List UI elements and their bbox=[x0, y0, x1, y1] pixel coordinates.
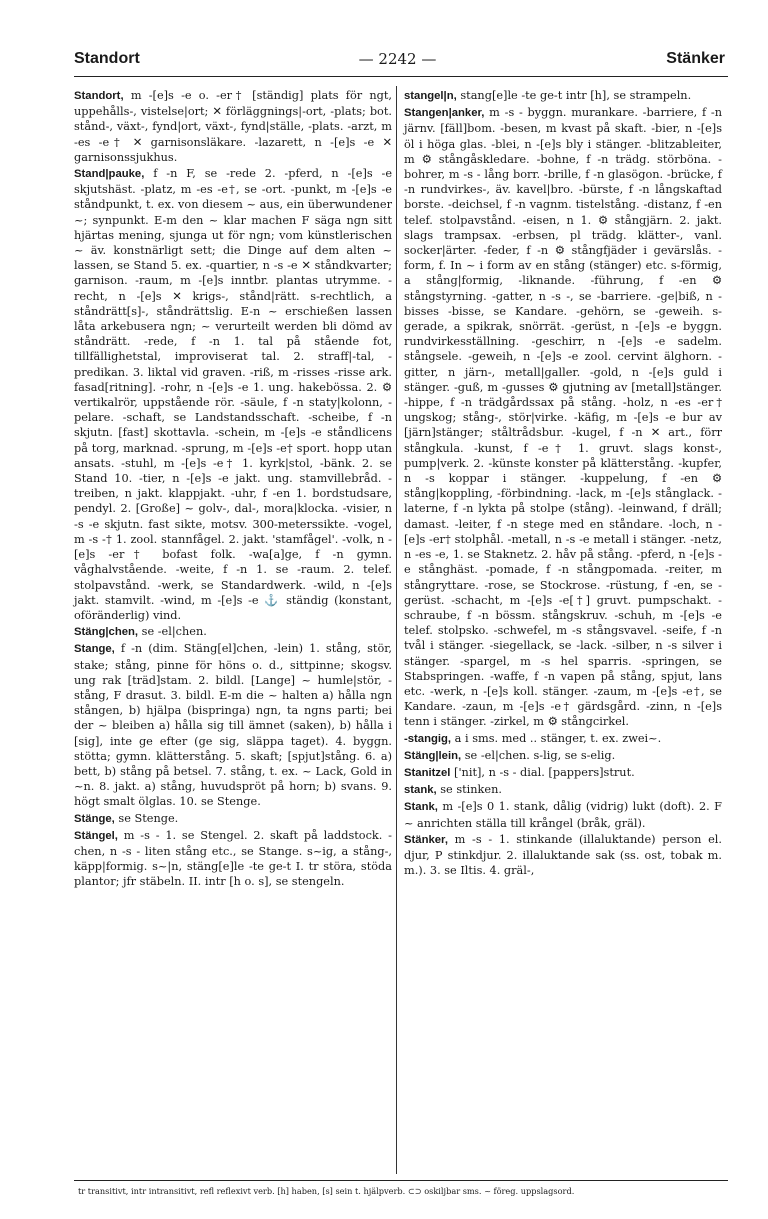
entry-definition: m -s - 1. se Stengel. 2. skaft på laddstock. -chen, n -s - liten stång etc., se Stange. s~ig, a stång-, käpp|formig. s~|n, stäng[e]le -te ge-t I. tr störa, stöda plantor; jfr stäbeln. II. intr [h o. s], se stengeln. bbox=[74, 828, 392, 889]
entry-headword: Stanitzel bbox=[404, 766, 451, 779]
entry-definition: stang[e]le -te ge-t intr [h], se strampeln. bbox=[460, 89, 692, 102]
entry-headword: -stangig, bbox=[404, 732, 452, 745]
entry-headword: Standort, bbox=[74, 90, 124, 102]
entry-definition: a i sms. med .. stänger, t. ex. zwei~. bbox=[454, 731, 662, 745]
entry-definition: se stinken. bbox=[440, 783, 502, 797]
dictionary-entry bbox=[74, 811, 392, 827]
header-first-word: Standort bbox=[74, 50, 140, 67]
dictionary-entry bbox=[404, 731, 722, 747]
entry-headword: Stäng|lein, bbox=[404, 749, 462, 762]
dictionary-entry bbox=[404, 105, 722, 729]
entry-headword: Stange, bbox=[74, 643, 115, 656]
dictionary-entry bbox=[404, 765, 722, 781]
dictionary-entry bbox=[74, 88, 392, 165]
entry-definition: se -el|chen. bbox=[141, 625, 207, 639]
dictionary-entry bbox=[74, 624, 392, 640]
page-number: — 2242 — bbox=[358, 50, 437, 68]
dictionary-entry bbox=[404, 799, 722, 830]
column-divider bbox=[396, 86, 397, 1174]
entry-definition: ['nit], n -s - dial. [pappers]strut. bbox=[454, 765, 635, 779]
dictionary-entry bbox=[404, 832, 722, 879]
entry-headword: Stank, bbox=[404, 801, 438, 814]
dictionary-entry bbox=[74, 166, 392, 623]
entry-headword: Stänker, bbox=[404, 833, 448, 846]
entry-definition: m -[e]s 0 1. stank, dålig (vidrig) lukt (doft). 2. F ~ anrichten ställa till krångel (bråk, gräl). bbox=[404, 800, 722, 830]
abbreviation-legend: tr transitivt, intr intransitivt, refl reflexivt verb. [h] haben, [s] sein t. hjälpverb. ⊂⊃ oskiljbar sms. ~ föreg. uppslagsord. bbox=[78, 1186, 575, 1196]
entry-headword: stank, bbox=[404, 784, 437, 797]
entry-definition: se Stenge. bbox=[118, 811, 179, 825]
entry-definition: f -n F, se -rede 2. -pferd, n -[e]s -e skjutshäst. -platz, m -es -e†, se -ort. -punkt, m -[e]s -e ståndpunkt, t. ex. von diesem ~ aus, ein überwundener ~; synpunkt. E-m den ~ klar machen F säga ngn sitt hjärtas mening, sjunga ut för ngn; vom künstlerischen ~ äv. konstnärligt sett; die Dinge auf dem alten ~ lassen, se Stand 5. ex. -quartier, n -s -e ✕ ståndkvarter; garnison. -raum, m -[e]s inntbr. plantas utrymme. -recht, n -[e]s ✕ krigs-, stånd|rätt. s-rechtlich, a ståndrätt[s]-, ståndrättslig. E-n ~ erschießen lassen låta arkebusera ngn; ~ verurteilt werden bli dömd av ståndrätt. -rede, f -n 1. tal på stående fot, tillfällighetstal, improviserat tal. 2. straff|-tal, -predikan. 3. liktal vid graven. -riß, m -risses -risse ark. fasad[ritning]. -rohr, n -[e]s -e 1. ung. hakebössa. 2. ⚙ vertikalrör, uppstående rör. -säule, f -n staty|kolonn, -pelare. -schaft, se Landstandsschaft. -scheibe, f -n skjutn. [fast] skottavla. -schein, m -[e]s -e ståndlicens på torg, marknad. -sprung, m -[e]s -e† sport. hopp utan ansats. -stuhl, m -[e]s -e† 1. kyrk|stol, -bänk. 2. se Stand 10. -tier, n -[e]s -e jakt. ung. stamvillebråd. -treiben, n jakt. klappjakt. -uhr, f -en 1. bordstudsare, pendyl. 2. [Große] ~ golv-, dal-, mora|klocka. -visier, n -s -e skjutn. fast sikte, motsv. 300-meterssikte. -vogel, m -s -† 1. zool. stannfågel. 2. jakt. 'stamfågel'. -volk, n -[e]s -er† bofast folk. -wa[a]ge, f -n gymn. våghalvstående. -weite, f -n 1. se -raum. 2. telef. stolpavstånd. -werk, se Standardwerk. -wild, n -[e]s jakt. stamvilt. -wind, m -[e]s -e ⚓ ständig (konstant, oföränderlig) vind. bbox=[74, 167, 393, 622]
dictionary-entry bbox=[404, 88, 722, 104]
entry-definition: f -n (dim. Stäng[el]chen, -lein) 1. stång, stör, stake; stång, pinne för höns o. d., sittpinne; skogsv. ung rak [träd]stam. 2. bildl. [Lange] ~ humle|stör, -stång, F drasut. 3. bildl. E-m die ~ halten a) hålla ngn stången, b) hjälpa (bispringa) ngn, ta ngns parti; bei der ~ bleiben a) hålla sig till ämnet (saken), b) hålla i [sig], inte ge efter (ge sig, släppa taget). 4. byggn. stötta; gymn. klätterstång. 5. skaft; [spjut]stång. 6. a) bett, b) stång på betsel. 7. stång, t. ex. ~ Lack, Gold in ~n. 8. jakt. a) stång, huvudspröt på horn; b) svans. 9. högt smalt ölglas. 10. se Stenge. bbox=[74, 642, 392, 809]
entry-headword: stangel|n, bbox=[404, 90, 457, 102]
dictionary-entry bbox=[74, 828, 392, 890]
dictionary-entry bbox=[74, 641, 392, 809]
entry-headword: Stand|pauke, bbox=[74, 168, 145, 181]
footer-rule bbox=[74, 1180, 728, 1181]
header-rule bbox=[74, 76, 728, 77]
dictionary-entry bbox=[404, 782, 722, 798]
entry-headword: Stängel, bbox=[74, 829, 118, 842]
entry-definition: m -s - byggn. murankare. -barriere, f -n järnv. [fäll]bom. -besen, m kvast på skaft. -bier, n -[e]s öl i höga glas. -blei, n -[e]s bly i stänger. -blitzableiter, m ⚙ stångåskledare. -bohne, f -n trädg. störböna. -bohrer, m -s - lång borr. -brille, f -n glasögon. -brücke, f -n rundvirkes-, äv. kavel|bro. -bürste, f -n långskaftad borste. -deichsel, f -n vagnm. tistelstång. -distanz, f -en telef. stolpavstånd. -eisen, n 1. ⚙ stångjärn. 2. jakt. slags trampsax. -erbsen, pl trädg. klätter-, vanl. socker|ärter. -feder, f -n ⚙ stångfjäder i gevärslås. -form, f. In ~ i form av en stång (stänger) etc. s-förmig, a stång|formig, -liknande. -führung, f -en ⚙ stångstyrning. -gatter, n -s -, se -barriere. -ge|biß, n -bisses -bisse, se Kandare. -gehörn, se -geweih. s-gerade, a spikrak, snörrät. -gerüst, n -[e]s -e byggn. rundvirkesställning. -geschirr, n -[e]s -e sadelm. stångsele. -geweih, n -[e]s -e zool. cervint älghorn. -gitter, n järn-, metall|galler. -gold, n -[e]s guld i stänger. -guß, m -gusses ⚙ gjutning av [metall]stänger. -hippe, f -n trädgårdssax på stång. -holz, n -es -er† ungskog; stång-, stör|virke. -käfig, m -[e]s -e bur av [järn]stänger; ståltrådsbur. -kugel, f -n ✕ art., förr stångkula. -kunst, f -e† 1. gruvt. slags konst-, pump|verk. 2. -künste konster på klätterstång. -kupfer, n -s koppar i stänger. -kuppelung, f -en ⚙ stång|koppling, -förbindning. -lack, m -[e]s stånglack. -laterne, f -n lykta på stolpe (stång). -leinwand, f dräll; damast. -leiter, f -n stege med en ståndare. -loch, n -[e]s -er† stolphål. -metall, n -s -e metall i stänger. -netz, n -es -e, 1. se Staknetz. 2. håv på stång. -pferd, n -[e]s -e stånghäst. -pomade, f -n stångpomada. -reiter, m stångryttare. -rose, se Stockrose. -rüstung, f -en, se -gerüst. -schacht, m -[e]s -e[†] gruvt. pumpschakt. -schraube, f -n bössm. stångskruv. -schuh, m -[e]s -e telef. stolpsko. -schwefel, m -s stångsvavel. -seife, f -n tvål i stänger. -siegellack, se -lack. -silber, n -s silver i stänger. -spargel, m -s hel sparris. -springen, se Stabspringen. -waffe, f -n vapen på stång, spjut, lans etc. -werk, n -[e]s koll. stänger. -zaum, m -[e]s -e†, se Kandare. -zaun, m -[e]s -e† gärdsgård. -zinn, n -[e]s tenn i stänger. -zirkel, m ⚙ stångcirkel. bbox=[404, 106, 723, 729]
entry-definition: m -[e]s -e o. -er† [ständig] plats för ngt, uppehålls-, vistelse|ort; ✕ förläggnings|-ort, -plats; bot. stånd-, växt-, fynd|ort, växt-, fynd|ställe, -plats. -arzt, m -es -e† ✕ garnisonsläkare. -lazarett, n -[e]s -e ✕ garnisonssjukhus. bbox=[74, 89, 392, 164]
left-column bbox=[74, 88, 392, 890]
right-column bbox=[404, 88, 722, 878]
entry-headword: Stänge, bbox=[74, 812, 115, 825]
entry-definition: se -el|chen. s-lig, se s-elig. bbox=[464, 748, 616, 762]
entry-headword: Stäng|chen, bbox=[74, 626, 139, 639]
running-header bbox=[70, 50, 725, 72]
entry-headword: Stangen|anker, bbox=[404, 107, 485, 120]
entry-definition: m -s - 1. stinkande (illaluktande) person el. djur, P stinkdjur. 2. illaluktande sak (ss. ost, tobak m. m.). 3. se Iltis. 4. gräl-, bbox=[404, 832, 723, 878]
dictionary-entry bbox=[404, 748, 722, 764]
header-last-word: Stänker bbox=[666, 50, 725, 67]
